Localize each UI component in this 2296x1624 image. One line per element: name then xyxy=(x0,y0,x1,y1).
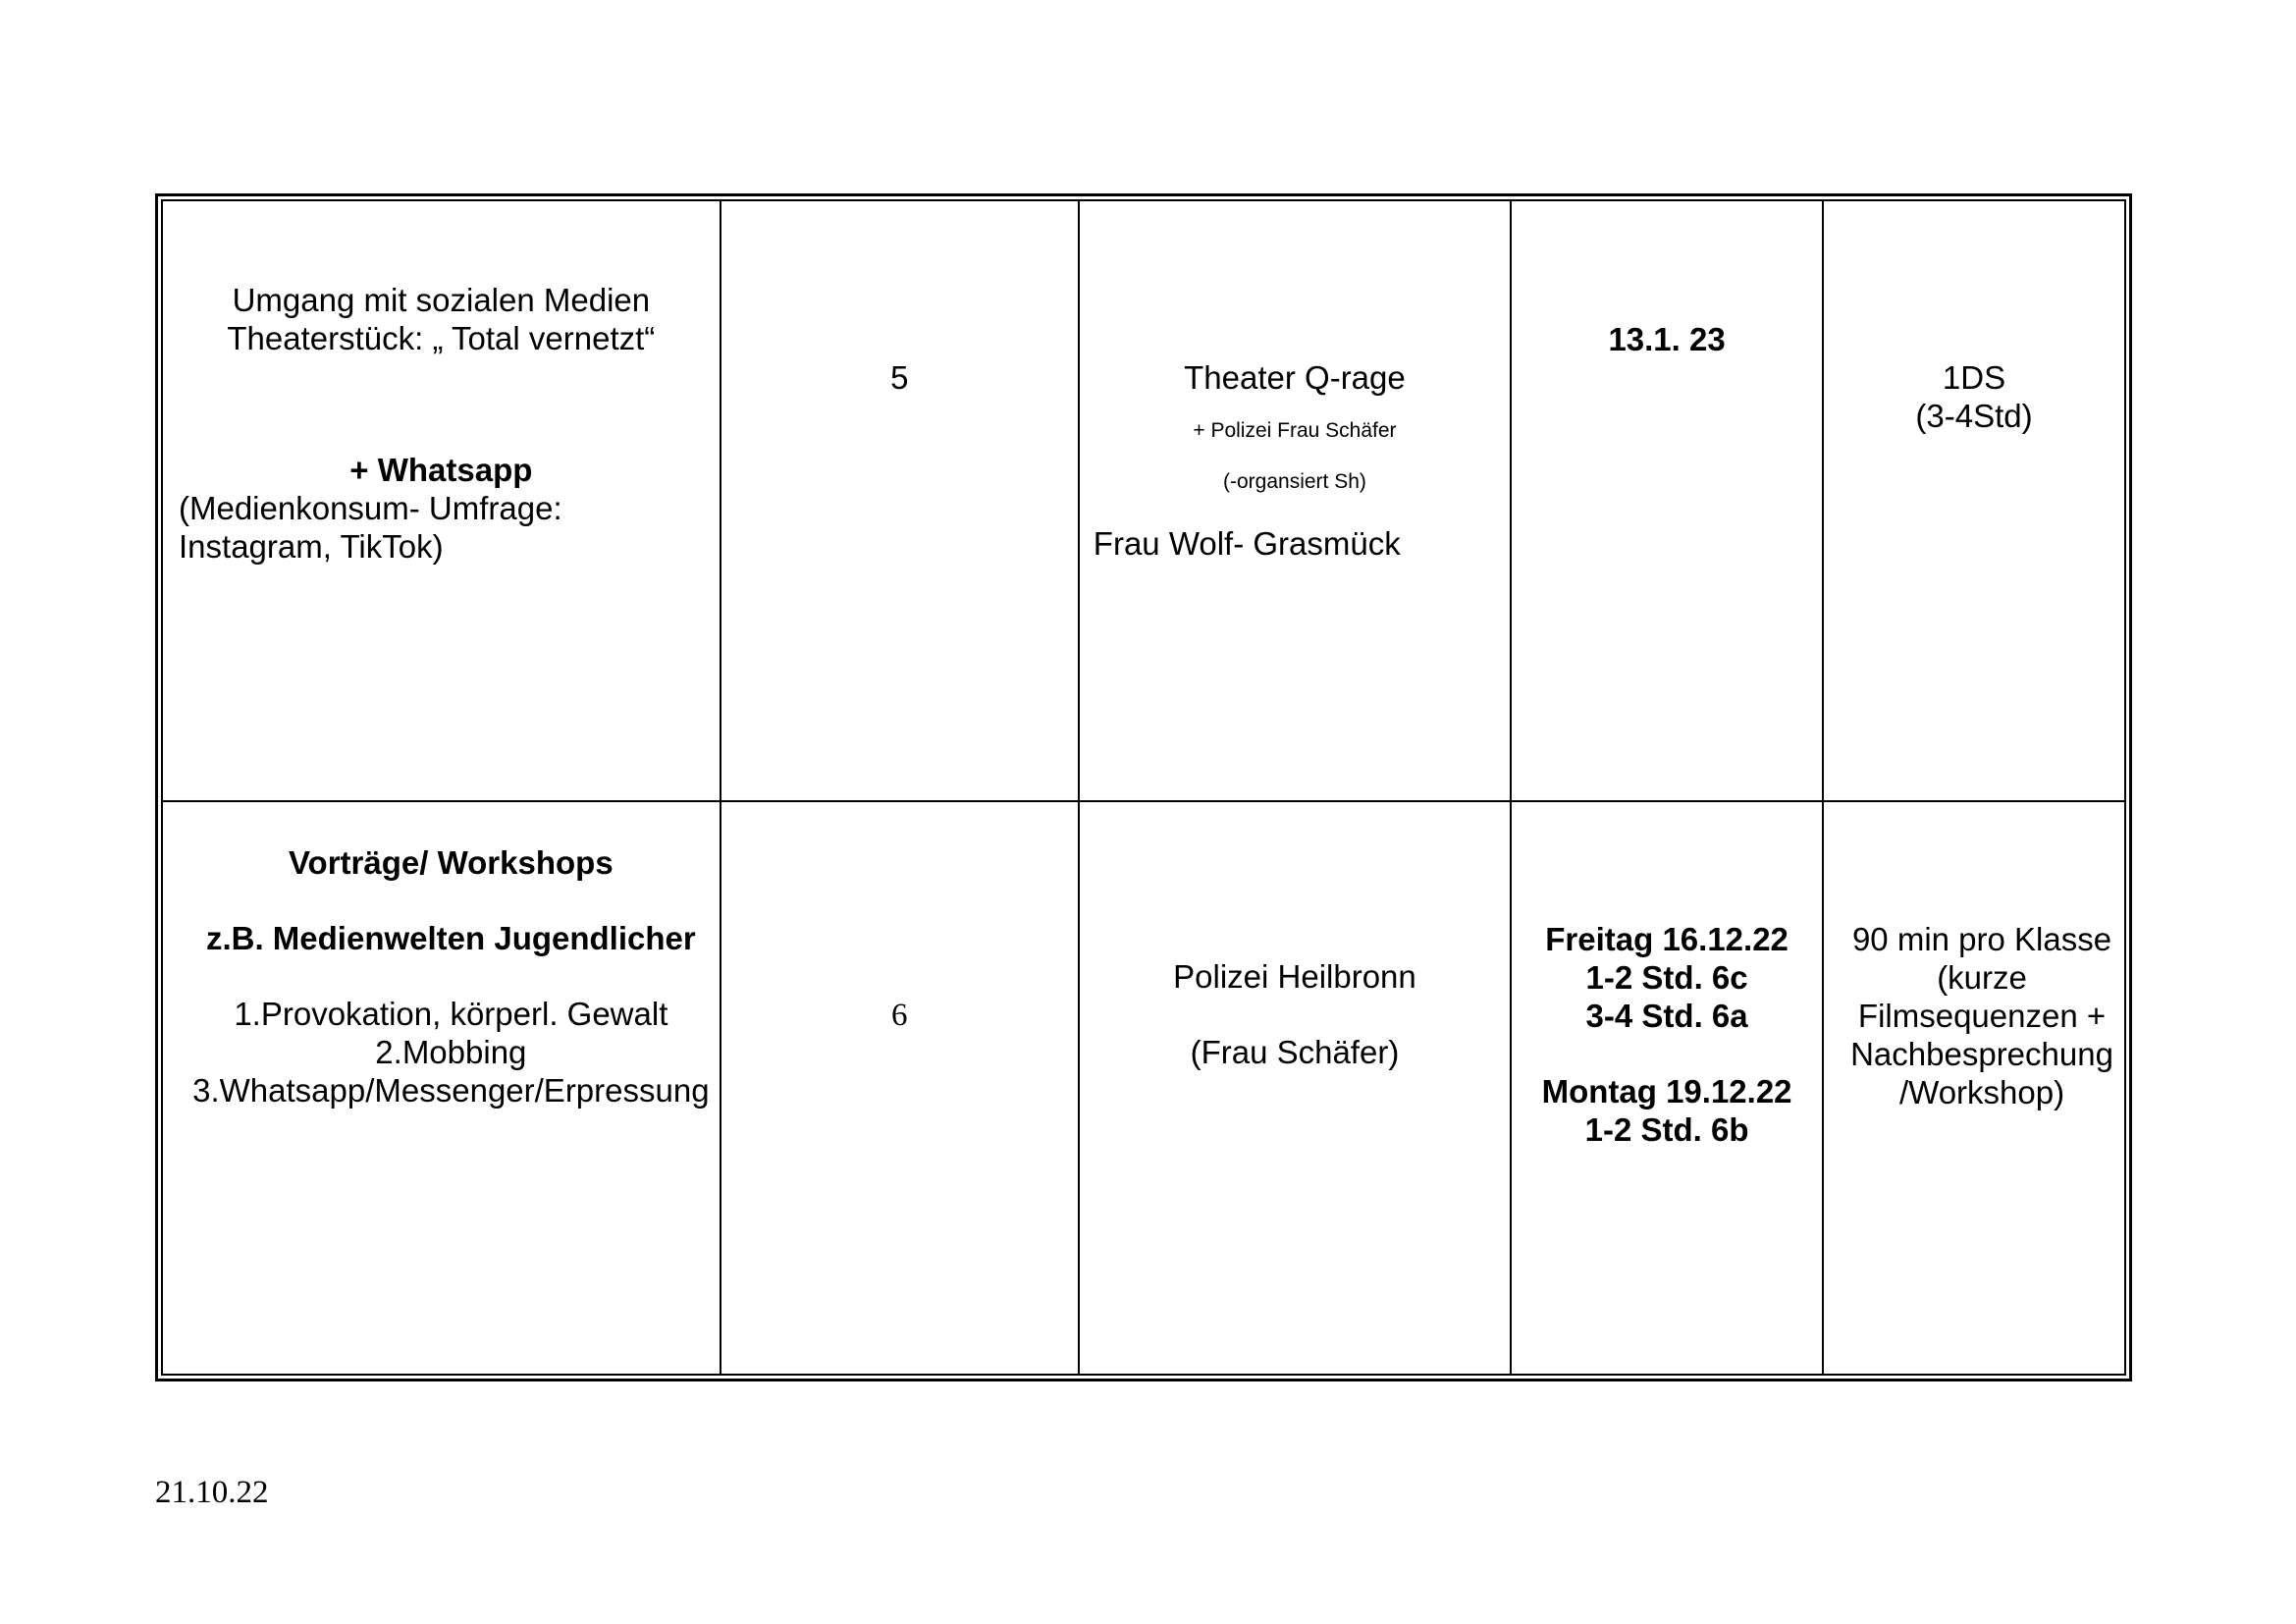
provider-contact: (Frau Schäfer) xyxy=(1190,1034,1400,1070)
topic-title: Vorträge/ Workshops xyxy=(289,844,614,881)
topic-subtitle: z.B. Medienwelten Jugendlicher xyxy=(205,920,696,956)
date-line: Freitag 16.12.22 xyxy=(1545,921,1789,957)
duration-cell xyxy=(1823,200,2125,801)
topic-item: 2.Mobbing xyxy=(375,1034,527,1070)
duration-line: /Workshop) xyxy=(1898,1074,2065,1110)
topic-line: Theaterstück: „ Total vernetzt“ xyxy=(227,320,656,356)
footer-date: 21.10.22 xyxy=(155,1475,269,1510)
topic-cell xyxy=(162,801,721,1375)
date-line: 1-2 Std. 6c xyxy=(1585,959,1748,996)
topic-line: Umgang mit sozialen Medien xyxy=(232,282,651,318)
provider-contact: Frau Wolf- Grasmück xyxy=(1093,525,1401,562)
grade-value: 5 xyxy=(890,359,909,396)
date-cell xyxy=(1511,200,1823,801)
grade-cell xyxy=(721,801,1079,1375)
topic-line: (Medienkonsum- Umfrage: xyxy=(179,490,562,526)
date-cell xyxy=(1511,801,1823,1375)
grade-cell xyxy=(721,200,1079,801)
provider-main: Theater Q-rage xyxy=(1184,359,1406,396)
topic-item: 1.Provokation, körperl. Gewalt xyxy=(234,996,668,1032)
provider-sub: (-organsiert Sh) xyxy=(1223,470,1366,493)
table-row xyxy=(162,200,2125,801)
provider-main: Polizei Heilbronn xyxy=(1173,958,1416,995)
date-value: 13.1. 23 xyxy=(1608,321,1726,357)
duration-line: (3-4Std) xyxy=(1915,398,2033,434)
provider-sub: + Polizei Frau Schäfer xyxy=(1193,419,1397,442)
topic-bold-line: + Whatsapp xyxy=(349,452,533,488)
provider-cell xyxy=(1079,801,1511,1375)
table-row xyxy=(162,801,2125,1375)
program-table-frame xyxy=(155,193,2132,1381)
topic-item: 3.Whatsapp/Messenger/Erpressung xyxy=(192,1072,710,1109)
program-table xyxy=(161,199,2126,1376)
topic-cell xyxy=(162,200,721,801)
topic-line: Instagram, TikTok) xyxy=(179,528,444,565)
date-line: 3-4 Std. 6a xyxy=(1585,998,1748,1034)
duration-line: 1DS xyxy=(1942,359,2006,396)
duration-cell xyxy=(1823,801,2125,1375)
duration-line: Nachbesprechung xyxy=(1850,1036,2113,1072)
date-line: 1-2 Std. 6b xyxy=(1584,1111,1749,1148)
duration-line: 90 min pro Klasse xyxy=(1851,921,2112,957)
grade-value: 6 xyxy=(891,998,908,1033)
provider-cell xyxy=(1079,200,1511,801)
date-line: Montag 19.12.22 xyxy=(1541,1073,1792,1110)
duration-line: Filmsequenzen + xyxy=(1857,998,2107,1034)
duration-line: (kurze xyxy=(1937,959,2027,996)
